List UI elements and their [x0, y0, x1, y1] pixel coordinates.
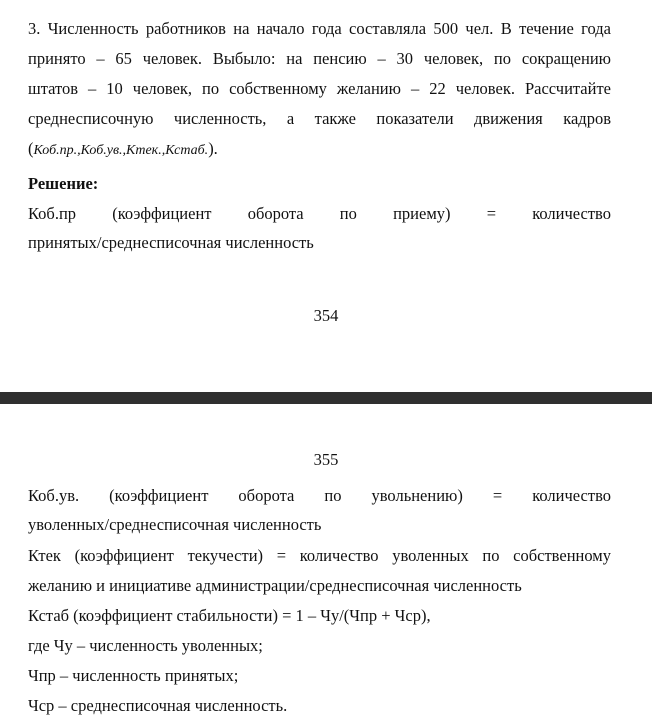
solution-heading: Решение:: [28, 174, 99, 193]
def-chpr-line: Чпр – численность принятых;: [28, 666, 239, 685]
task-line-1: 3. Численность работников на начало года составляла 500 чел. В течение года: [28, 19, 611, 38]
ktek-line-1: Ктек (коэффициент текучести) = количество уволенных по собственному: [28, 546, 611, 565]
task-line-3: штатов – 10 человек, по собственному желанию – 22 человек. Рассчитайте: [28, 79, 611, 98]
page-number: 354: [313, 306, 339, 325]
kobuv-line-2: уволенных/среднесписочная численность: [28, 515, 322, 534]
kobpr-line-2: принятых/среднесписочная численность: [28, 233, 314, 252]
def-chu-line: где Чу – численность уволенных;: [28, 636, 263, 655]
page-number: 355: [313, 450, 339, 469]
formula-open-paren: (: [28, 139, 34, 158]
ktek-line-2: желанию и инициативе администрации/среднесписочная численность: [28, 576, 522, 595]
def-chsr-line: Чср – среднесписочная численность.: [28, 696, 288, 715]
page-355: [0, 404, 652, 722]
formula-line: [28, 138, 611, 162]
formula-close-paren: ).: [208, 139, 218, 158]
task-line-2: принято – 65 человек. Выбыло: на пенсию – 30 человек, по сокращению: [28, 49, 611, 68]
kstab-line: Кстаб (коэффициент стабильности) = 1 – Чу/(Чпр + Чср),: [28, 606, 431, 625]
formula-indicators: Коб.пр.,Коб.ув.,Ктек.,Кстаб.: [33, 143, 209, 158]
task-line-4: среднесписочную численность, а также показатели движения кадров: [28, 109, 611, 128]
kobuv-line-1: Коб.ув. (коэффициент оборота по увольнению) = количество: [28, 486, 611, 505]
kobpr-line-1: Коб.пр (коэффициент оборота по приему) = количество: [28, 204, 611, 223]
page-separator: [0, 392, 652, 404]
